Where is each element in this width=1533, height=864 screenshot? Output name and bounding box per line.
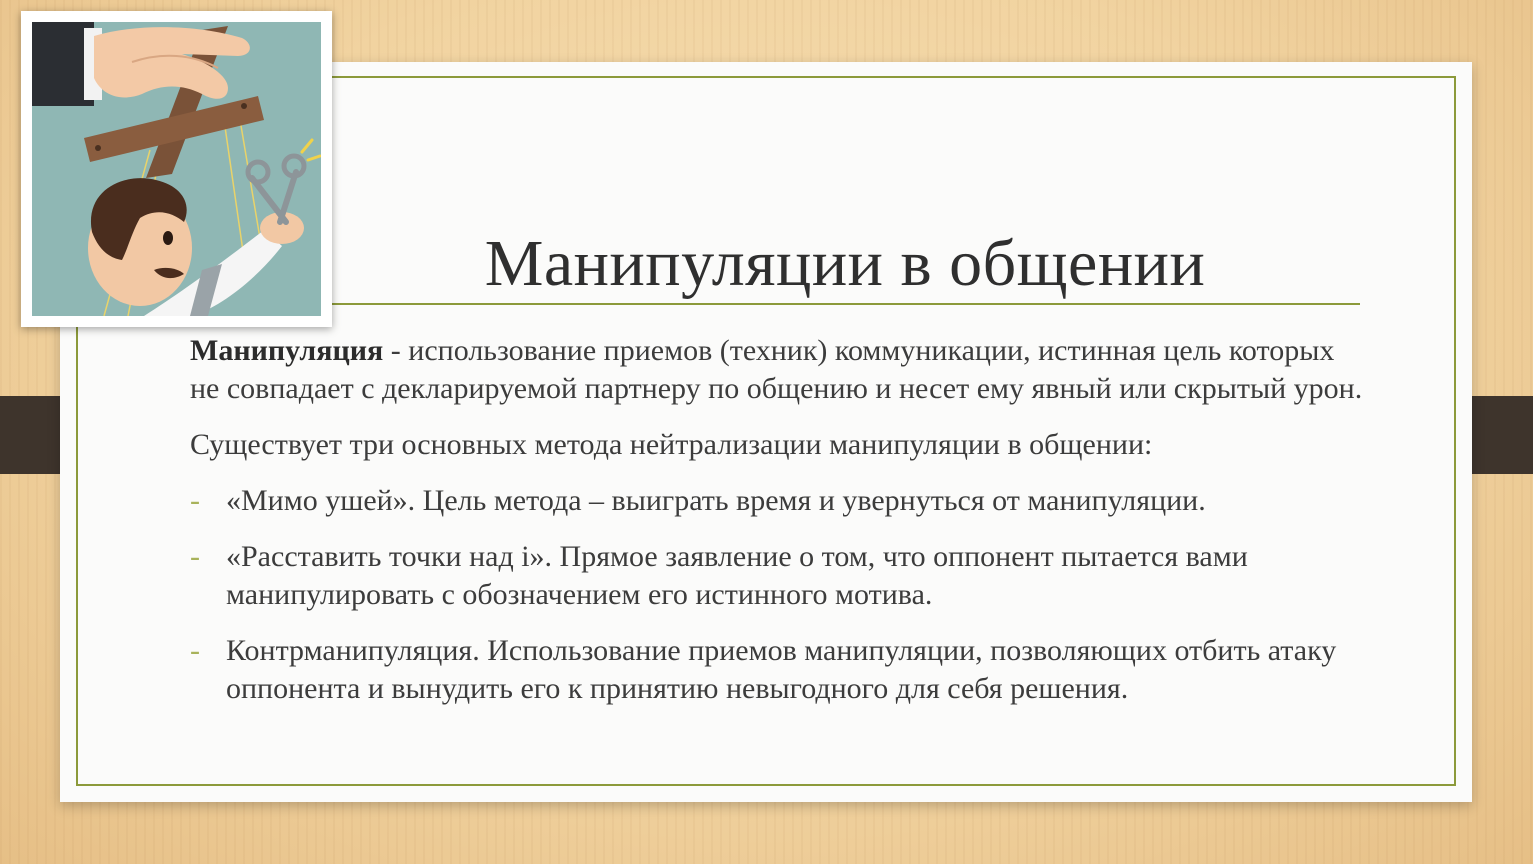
definition-term: Манипуляция [190, 334, 384, 367]
list-item [190, 538, 1370, 614]
definition-text: - использование приемов (техник) коммуникации, истинная цель которых не совпадает с декларируемой партнеру по общению и несет ему явный или скрытый урон. [190, 334, 1363, 405]
title-underline [330, 303, 1360, 305]
bullet-dash: - [190, 540, 200, 573]
list-item [190, 632, 1370, 708]
puppet-illustration [21, 11, 332, 327]
bullet-dash: - [190, 484, 200, 517]
slide-title: Манипуляции в общении [484, 227, 1206, 300]
bullet-text: Контрманипуляция. Использование приемов манипуляции, позволяющих отбить атаку оппонента и вынудить его к принятию невыгодного для себя решения. [226, 634, 1337, 705]
slide-body [190, 332, 1370, 726]
bullet-dash: - [190, 634, 200, 667]
definition-paragraph [190, 332, 1370, 408]
puppet-illustration-image [32, 22, 321, 316]
bullet-text: «Мимо ушей». Цель метода – выиграть время и увернуться от манипуляции. [226, 484, 1206, 517]
bullet-text: «Расставить точки над i». Прямое заявление о том, что оппонент пытается вами манипулировать с обозначением его истинного мотива. [226, 540, 1248, 611]
methods-list [190, 482, 1370, 708]
methods-intro: Существует три основных метода нейтрализации манипуляции в общении: [190, 428, 1153, 461]
list-item [190, 482, 1370, 520]
